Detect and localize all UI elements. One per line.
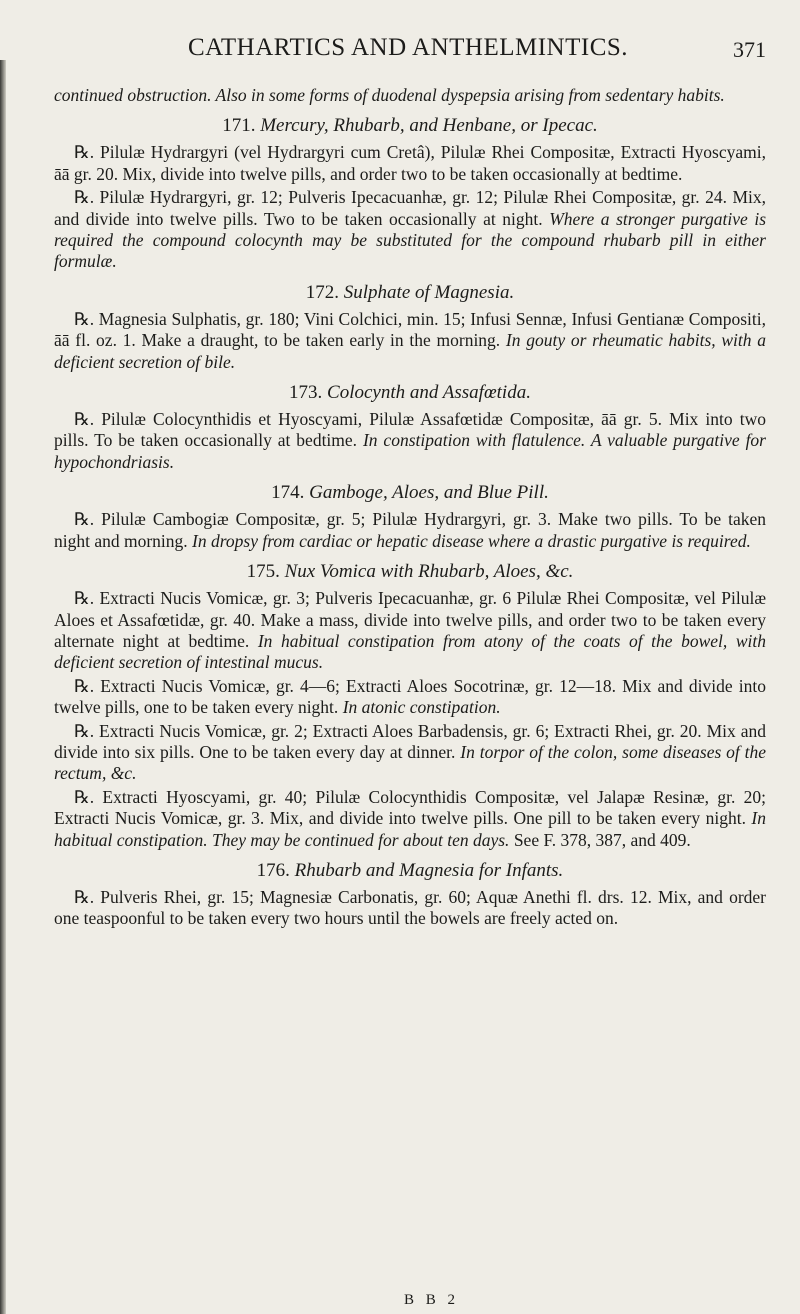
section-number: 176. xyxy=(256,859,290,881)
formula-sections xyxy=(54,114,766,929)
section-name: Nux Vomica with Rhubarb, Aloes, &c. xyxy=(284,561,574,583)
indication-text: In atonic constipation. xyxy=(342,697,501,718)
recipe-symbol: ℞. xyxy=(74,588,95,609)
running-header: CATHARTICS AND ANTHELMINTICS. xyxy=(187,34,629,61)
prescription-paragraph xyxy=(54,676,766,719)
section-name: Rhubarb and Magnesia for Infants. xyxy=(294,859,564,881)
section-name: Mercury, Rhubarb, and Henbane, or Ipecac. xyxy=(260,115,598,137)
recipe-symbol: ℞. xyxy=(74,187,95,208)
section-name: Gamboge, Aloes, and Blue Pill. xyxy=(309,482,549,504)
cross-reference: See F. 378, 387, and 409. xyxy=(513,829,691,850)
prescription-paragraph xyxy=(54,187,766,273)
section-number: 174. xyxy=(271,482,305,504)
body-text xyxy=(54,85,766,930)
section-title xyxy=(54,560,766,584)
page-number: 371 xyxy=(733,37,766,62)
page-binding-edge xyxy=(0,60,6,1314)
indication-text: In gouty or rheumatic habits, with a deficient secretion of bile. xyxy=(54,330,767,372)
section-title xyxy=(54,114,766,138)
section-title xyxy=(54,481,766,505)
section-title xyxy=(54,859,766,883)
prescription-text: Pilulæ Hydrargyri (vel Hydrargyri cum Cretâ), Pilulæ Rhei Compositæ, Extracti Hyoscyami, āā gr. 20. Mix, divide into twelve pills, and order two to be taken occasionally at bedtime. xyxy=(54,142,766,184)
prescription-text: Extracti Hyoscyami, gr. 40; Pilulæ Colocynthidis Compositæ, vel Jalapæ Resinæ, gr. 20; Extracti Nucis Vomicæ, gr. 3. Mix, and divide into twelve pills. One pill to be taken every night. xyxy=(54,786,767,829)
prescription-text: Pulveris Rhei, gr. 15; Magnesiæ Carbonatis, gr. 60; Aquæ Anethi fl. drs. 12. Mix, and order one teaspoonful to be taken every two hours until the bowels are freely acted on. xyxy=(54,886,767,929)
recipe-symbol: ℞. xyxy=(74,886,95,907)
recipe-symbol: ℞. xyxy=(74,142,95,163)
section-number: 172. xyxy=(305,281,340,303)
recipe-symbol: ℞. xyxy=(74,409,95,430)
prescription-paragraph xyxy=(54,142,766,185)
section-number: 171. xyxy=(222,115,256,137)
prescription-paragraph xyxy=(54,309,766,373)
prescription-text: Extracti Nucis Vomicæ, gr. 2; Extracti Aloes Barbadensis, gr. 6; Extracti Rhei, gr. 20. Mix and divide into six pills. One to be taken every day at dinner. xyxy=(54,720,767,762)
indication-text: In torpor of the colon, some diseases of the rectum, &c. xyxy=(54,741,766,784)
indication-text: In constipation with flatulence. A valuable purgative for hypochondriasis. xyxy=(54,430,766,472)
indication-text: In habitual constipation from atony of the coats of the bowel, with deficient secretion of intestinal mucus. xyxy=(54,630,766,673)
indication-text: In habitual constipation. They may be continued for about ten days. xyxy=(54,808,766,850)
indication-text: Where a stronger purgative is required the compound colocynth may be substituted for the compound rhubarb pill in either formulæ. xyxy=(54,208,767,272)
section-number: 175. xyxy=(246,561,280,583)
section-title xyxy=(54,281,766,305)
prescription-paragraph xyxy=(54,887,766,930)
section-number: 173. xyxy=(289,382,323,404)
signature-mark: B B 2 xyxy=(404,1292,460,1308)
prescription-text: Extracti Nucis Vomicæ, gr. 4—6; Extracti Aloes Socotrinæ, gr. 12—18. Mix and divide into twelve pills, one to be taken every night. xyxy=(54,675,766,718)
indication-text: In dropsy from cardiac or hepatic disease where a drastic purgative is required. xyxy=(192,530,751,551)
section-name: Sulphate of Magnesia. xyxy=(343,281,515,303)
prescription-text: Magnesia Sulphatis, gr. 180; Vini Colchici, min. 15; Infusi Sennæ, Infusi Gentianæ Compositi, āā fl. oz. 1. Make a draught, to be taken early in the morning. xyxy=(54,308,767,351)
recipe-symbol: ℞. xyxy=(74,308,95,329)
recipe-symbol: ℞. xyxy=(74,509,95,530)
prescription-text: Pilulæ Hydrargyri, gr. 12; Pulveris Ipecacuanhæ, gr. 12; Pilulæ Rhei Compositæ, gr. 24. Mix, and divide into twelve pills. Two to be taken occasionally at night. xyxy=(54,187,766,229)
section-title xyxy=(54,381,766,405)
prescription-paragraph xyxy=(54,509,766,552)
prescription-paragraph xyxy=(54,721,766,785)
section-name: Colocynth and Assafœtida. xyxy=(327,382,531,404)
prescription-paragraph xyxy=(54,409,766,473)
prescription-text: Pilulæ Cambogiæ Compositæ, gr. 5; Pilulæ Hydrargyri, gr. 3. Make two pills. To be taken night and morning. xyxy=(54,509,767,551)
recipe-symbol: ℞. xyxy=(74,720,95,741)
recipe-symbol: ℞. xyxy=(74,786,95,807)
intro-paragraph: continued obstruction. Also in some forms of duodenal dyspepsia arising from sedentary habits. xyxy=(54,85,725,105)
prescription-text: Pilulæ Colocynthidis et Hyoscyami, Pilulæ Assafœtidæ Compositæ, āā gr. 5. Mix into two pills. To be taken occasionally at bedtime. xyxy=(54,409,767,451)
prescription-paragraph xyxy=(54,588,766,674)
recipe-symbol: ℞. xyxy=(74,675,95,696)
prescription-paragraph xyxy=(54,787,766,851)
prescription-text: Extracti Nucis Vomicæ, gr. 3; Pulveris Ipecacuanhæ, gr. 6 Pilulæ Rhei Compositæ, vel Pilulæ Aloes et Assafœtidæ, gr. 40. Make a mass, divide into twelve pills, and order two to be taken every alternate night at bedtime. xyxy=(54,588,767,651)
